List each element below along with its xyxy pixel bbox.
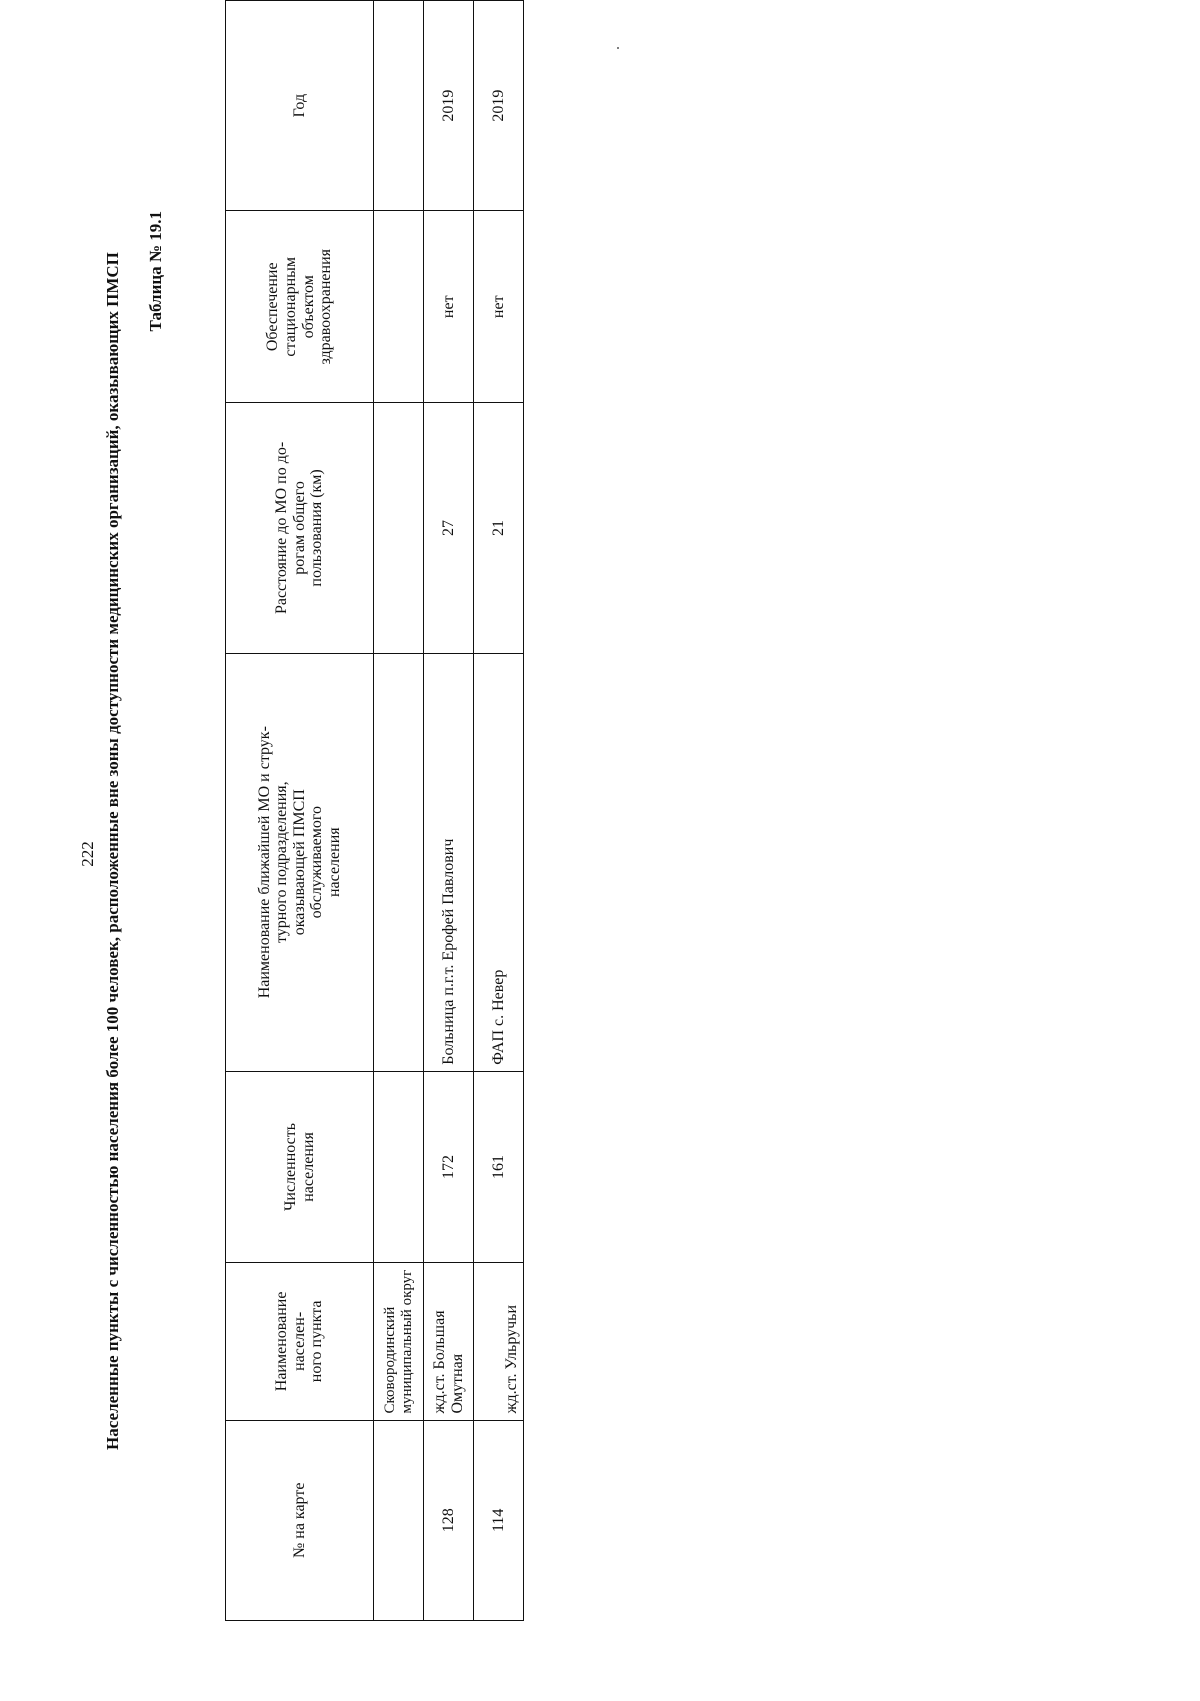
table-label: Таблица № 19.1 <box>146 211 165 332</box>
row-map-number: 128 <box>424 1420 474 1620</box>
district-name: Сковородинский муниципальный округ <box>374 1263 424 1420</box>
row-settlement-name: жд.ст. Ульручьи <box>474 1263 524 1420</box>
header-settlement-name: Наименование населен- ного пункта <box>226 1263 374 1420</box>
row-map-number: 114 <box>474 1420 524 1620</box>
row-nearest-mo: Больница п.г.т. Ерофей Павлович <box>424 653 474 1071</box>
district-row <box>374 1 424 1621</box>
table-cell <box>374 1420 424 1620</box>
document-title: Населенные пункты с численностью населения более 100 человек, расположенные вне зоны доступности медицинских организаций, оказывающих ПМСП <box>103 252 122 1450</box>
row-population: 161 <box>474 1071 524 1262</box>
table-cell <box>374 653 424 1071</box>
table-wrapper <box>225 0 524 1621</box>
table-row <box>474 1 524 1621</box>
header-facility: Обеспечение стационарным объектом здравоохранения <box>226 211 374 403</box>
header-map-number: № на карте <box>226 1420 374 1620</box>
row-facility: нет <box>424 211 474 403</box>
row-year: 2019 <box>474 1 524 211</box>
row-facility: нет <box>474 211 524 403</box>
row-year: 2019 <box>424 1 474 211</box>
header-nearest-mo: Наименование ближайшей МО и струк- турного подразделения, оказывающей ПМСП обслуживаемого населения <box>226 653 374 1071</box>
table-row <box>424 1 474 1621</box>
table-cell <box>374 403 424 653</box>
row-distance: 21 <box>474 403 524 653</box>
page-number: 222 <box>78 841 97 867</box>
table-cell <box>374 1071 424 1262</box>
row-settlement-name: жд.ст. Большая Омутная <box>424 1263 474 1420</box>
header-row <box>226 1 374 1621</box>
scan-speck <box>617 47 619 49</box>
row-population: 172 <box>424 1071 474 1262</box>
row-distance: 27 <box>424 403 474 653</box>
table-cell <box>374 1 424 211</box>
header-population: Численность населения <box>226 1071 374 1262</box>
table-cell <box>374 211 424 403</box>
header-distance: Расстояние до МО по до- рогам общего пользования (км) <box>226 403 374 653</box>
row-nearest-mo: ФАП с. Невер <box>474 653 524 1071</box>
header-year: Год <box>226 1 374 211</box>
data-table <box>225 0 524 1621</box>
